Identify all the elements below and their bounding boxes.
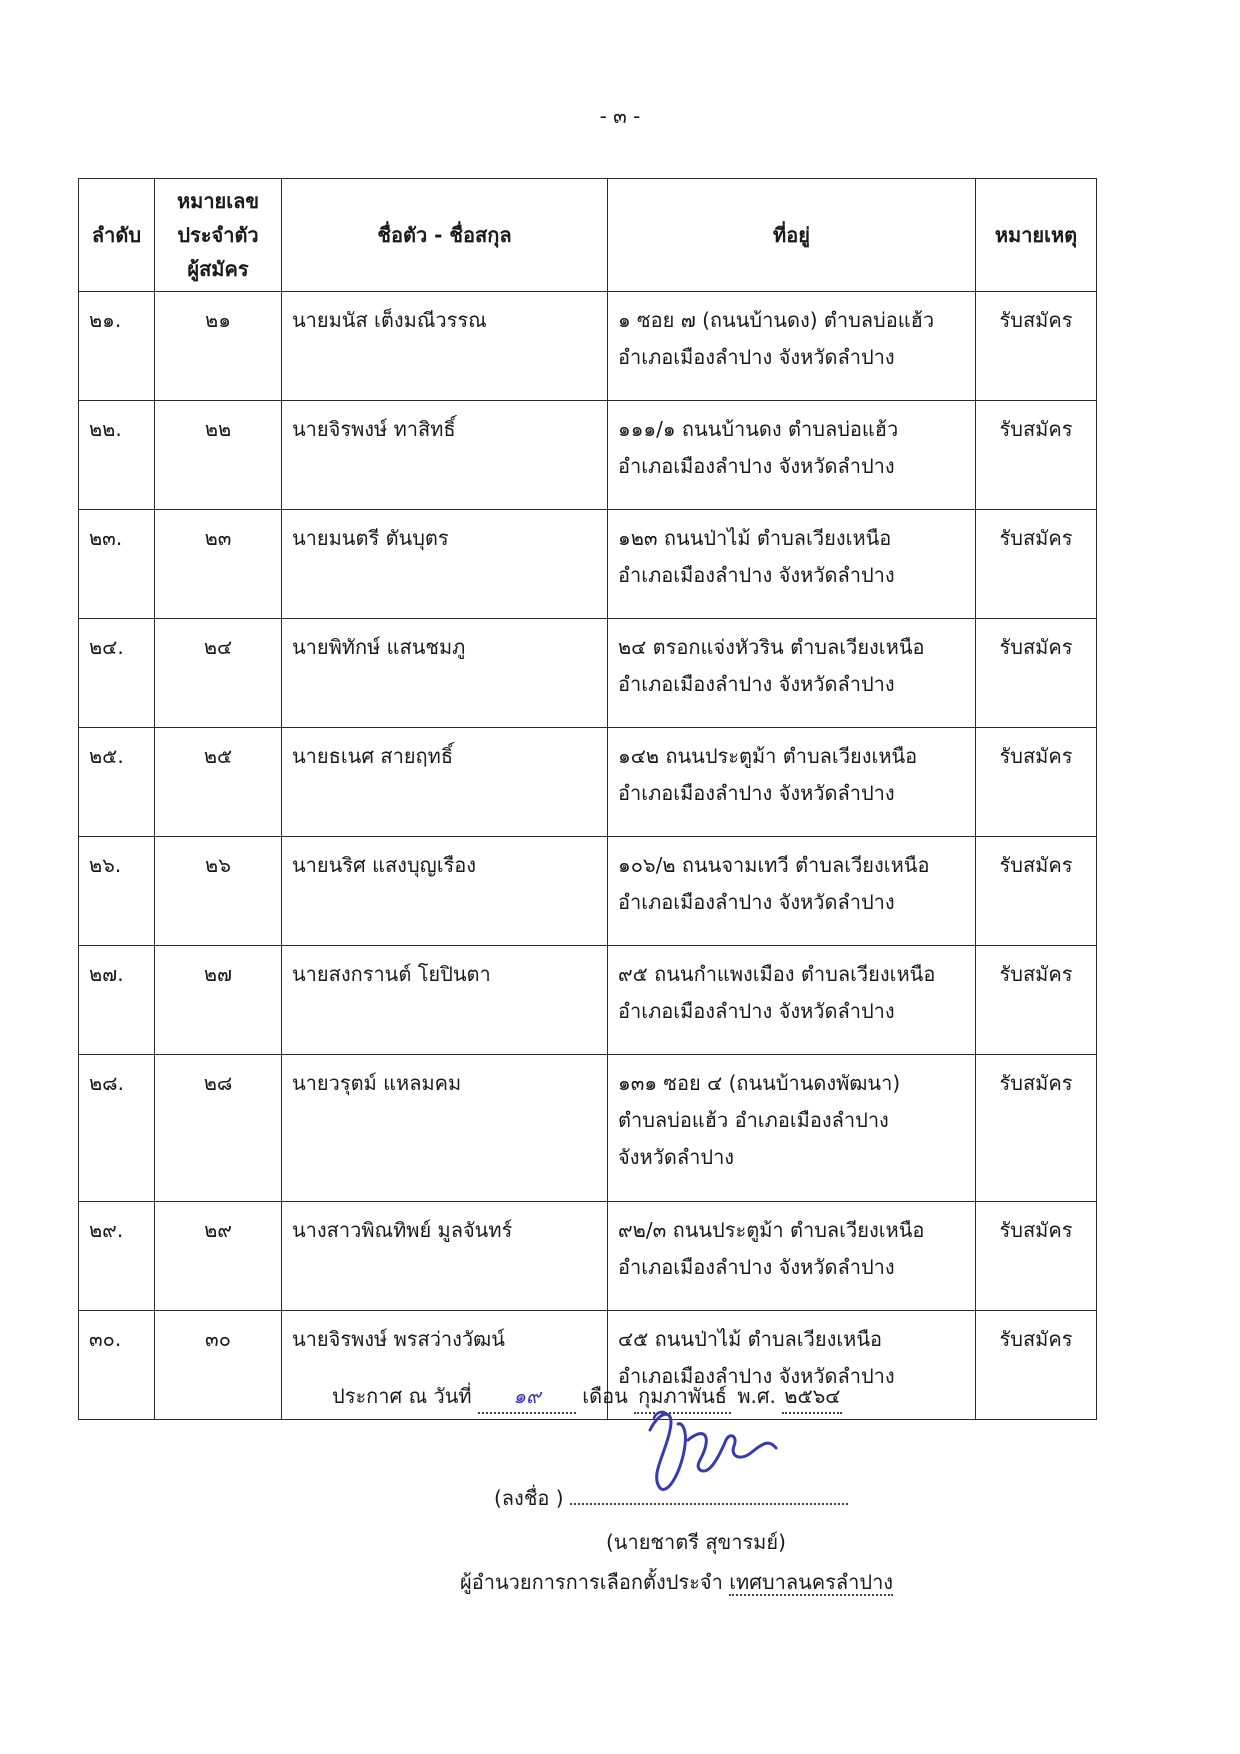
cell-order: ๓๐.	[79, 1311, 155, 1420]
header-id-line2: ประจำตัว	[177, 223, 259, 247]
announce-prefix: ประกาศ ณ วันที่	[332, 1384, 472, 1408]
address-line: อำเภอเมืองลำปาง จังหวัดลำปาง	[618, 781, 895, 805]
signer-title	[460, 1566, 893, 1598]
cell-order: ๒๔.	[79, 619, 155, 728]
cell-order: ๒๕.	[79, 728, 155, 837]
table-row	[79, 510, 1097, 619]
cell-address	[608, 619, 976, 728]
cell-candidate-id: ๒๕	[155, 728, 282, 837]
header-address: ที่อยู่	[608, 179, 976, 292]
cell-remark: รับสมัคร	[976, 292, 1097, 401]
address-line: อำเภอเมืองลำปาง จังหวัดลำปาง	[618, 672, 895, 696]
address-line: อำเภอเมืองลำปาง จังหวัดลำปาง	[618, 1364, 895, 1388]
cell-name: นายพิทักษ์ แสนชมภู	[282, 619, 608, 728]
cell-address	[608, 1055, 976, 1202]
day-handwritten: ๑๙	[513, 1384, 541, 1408]
address-line: ๙๒/๓ ถนนประตูม้า ตำบลเวียงเหนือ	[618, 1218, 925, 1242]
cell-name: นายจิรพงษ์ พรสว่างวัฒน์	[282, 1311, 608, 1420]
cell-candidate-id: ๒๑	[155, 292, 282, 401]
cell-candidate-id: ๒๔	[155, 619, 282, 728]
cell-candidate-id: ๒๖	[155, 837, 282, 946]
header-name: ชื่อตัว - ชื่อสกุล	[282, 179, 608, 292]
candidates-table	[78, 178, 1097, 1420]
cell-name: นายสงกรานต์ โยปินตา	[282, 946, 608, 1055]
address-line: ๒๔ ตรอกแจ่งหัวริน ตำบลเวียงเหนือ	[618, 635, 925, 659]
cell-candidate-id: ๓๐	[155, 1311, 282, 1420]
address-line: จังหวัดลำปาง	[618, 1145, 735, 1169]
address-line: ๔๕ ถนนป่าไม้ ตำบลเวียงเหนือ	[618, 1327, 883, 1351]
address-line: อำเภอเมืองลำปาง จังหวัดลำปาง	[618, 890, 895, 914]
cell-remark: รับสมัคร	[976, 1202, 1097, 1311]
table-row	[79, 292, 1097, 401]
cell-name: นายมนตรี ตันบุตร	[282, 510, 608, 619]
cell-remark: รับสมัคร	[976, 401, 1097, 510]
address-line: อำเภอเมืองลำปาง จังหวัดลำปาง	[618, 999, 895, 1023]
address-line: ๑๒๓ ถนนป่าไม้ ตำบลเวียงเหนือ	[618, 526, 892, 550]
address-line: อำเภอเมืองลำปาง จังหวัดลำปาง	[618, 345, 895, 369]
year-label: พ.ศ.	[737, 1384, 776, 1408]
cell-remark: รับสมัคร	[976, 946, 1097, 1055]
address-line: ๑๔๒ ถนนประตูม้า ตำบลเวียงเหนือ	[618, 744, 918, 768]
cell-name: นายวรุตม์ แหลมคม	[282, 1055, 608, 1202]
table-row	[79, 837, 1097, 946]
month-value: กุมภาพันธ์	[638, 1384, 727, 1408]
page-number: - ๓ -	[599, 104, 641, 128]
table-row	[79, 401, 1097, 510]
cell-order: ๒๖.	[79, 837, 155, 946]
cell-candidate-id: ๒๗	[155, 946, 282, 1055]
cell-name: นายนริศ แสงบุญเรือง	[282, 837, 608, 946]
table-row	[79, 1055, 1097, 1202]
header-id-line3: ผู้สมัคร	[187, 257, 249, 281]
cell-candidate-id: ๒๒	[155, 401, 282, 510]
address-line: ตำบลบ่อแฮ้ว อำเภอเมืองลำปาง	[618, 1108, 889, 1132]
month-label: เดือน	[582, 1384, 628, 1408]
address-line: ๙๕ ถนนกำแพงเมือง ตำบลเวียงเหนือ	[618, 962, 936, 986]
sign-label: (ลงชื่อ )	[494, 1486, 564, 1510]
cell-address	[608, 292, 976, 401]
day-field	[478, 1380, 576, 1414]
cell-address	[608, 510, 976, 619]
cell-candidate-id: ๒๙	[155, 1202, 282, 1311]
table-row	[79, 619, 1097, 728]
table-row	[79, 1202, 1097, 1311]
cell-remark: รับสมัคร	[976, 510, 1097, 619]
signer-title-org: เทศบาลนครลำปาง	[729, 1570, 894, 1594]
cell-order: ๒๑.	[79, 292, 155, 401]
address-line: ๑๓๑ ซอย ๔ (ถนนบ้านดงพัฒนา)	[618, 1071, 901, 1095]
cell-remark: รับสมัคร	[976, 1055, 1097, 1202]
address-line: อำเภอเมืองลำปาง จังหวัดลำปาง	[618, 1255, 895, 1279]
cell-address	[608, 1202, 976, 1311]
address-line: อำเภอเมืองลำปาง จังหวัดลำปาง	[618, 454, 895, 478]
cell-address	[608, 837, 976, 946]
cell-remark: รับสมัคร	[976, 1311, 1097, 1420]
header-remark: หมายเหตุ	[976, 179, 1097, 292]
signer-name: (นายชาตรี สุขารมย์)	[606, 1530, 786, 1554]
cell-name: นายธเนศ สายฤทธิ์	[282, 728, 608, 837]
header-candidate-id	[155, 179, 282, 292]
cell-name: นายจิรพงษ์ ทาสิทธิ์	[282, 401, 608, 510]
header-id-line1: หมายเลข	[176, 189, 260, 213]
cell-candidate-id: ๒๘	[155, 1055, 282, 1202]
cell-order: ๒๘.	[79, 1055, 155, 1202]
cell-remark: รับสมัคร	[976, 619, 1097, 728]
cell-order: ๒๗.	[79, 946, 155, 1055]
address-line: ๑ ซอย ๗ (ถนนบ้านดง) ตำบลบ่อแฮ้ว	[618, 308, 935, 332]
cell-remark: รับสมัคร	[976, 837, 1097, 946]
table-row	[79, 946, 1097, 1055]
address-line: ๑๐๖/๒ ถนนจามเทวี ตำบลเวียงเหนือ	[618, 853, 930, 877]
cell-candidate-id: ๒๓	[155, 510, 282, 619]
signature-field	[570, 1503, 848, 1505]
header-order: ลำดับ	[79, 179, 155, 292]
cell-order: ๒๓.	[79, 510, 155, 619]
table-header-row	[79, 179, 1097, 292]
address-line: ๑๑๑/๑ ถนนบ้านดง ตำบลบ่อแฮ้ว	[618, 417, 899, 441]
cell-name: นางสาวพิณทิพย์ มูลจันทร์	[282, 1202, 608, 1311]
signer-title-prefix: ผู้อำนวยการการเลือกตั้งประจำ	[460, 1570, 723, 1594]
year-value: ๒๕๖๔	[784, 1384, 841, 1408]
address-line: อำเภอเมืองลำปาง จังหวัดลำปาง	[618, 563, 895, 587]
cell-address	[608, 401, 976, 510]
cell-name: นายมนัส เต็งมณีวรรณ	[282, 292, 608, 401]
table-row	[79, 728, 1097, 837]
cell-remark: รับสมัคร	[976, 728, 1097, 837]
cell-order: ๒๙.	[79, 1202, 155, 1311]
signature-line	[494, 1482, 848, 1514]
cell-address	[608, 728, 976, 837]
cell-address	[608, 946, 976, 1055]
cell-order: ๒๒.	[79, 401, 155, 510]
